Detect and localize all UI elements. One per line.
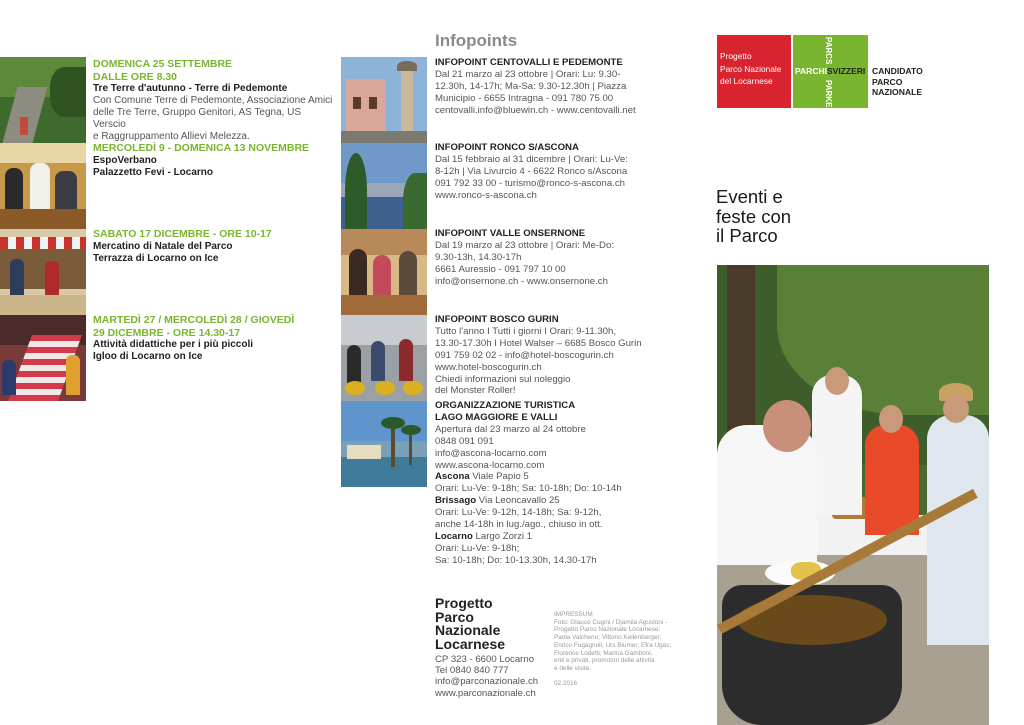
infopoint-photo-onsernone [341,229,427,315]
park-project-logo: Progetto Parco Nazionale del Locarnese [717,35,791,108]
event-title: Mercatino di Natale del Parco Terrazza di Locarno on Ice [93,240,233,264]
infopoints-heading: Infopoints [435,31,518,50]
event-3 [93,228,333,265]
impressum: IMPRESSUM Foto: Glauco Cugini / Djamila Agustoni - Progetto Parco Nazionale Locarnese; Paola Valcheno; Vittorio Kellenberger; Enrico Fugagnoli; Urs Blumer; Efra Ugas; Florence Lodetti; Marina Gamboni; enti e privati, promotori delle attività e delle visite. 02.2016 [554,611,679,688]
cover-title: Eventi e feste con il Parco [716,186,792,246]
office-ascona: Ascona Viale Papio 5 Orari: Lu-Ve: 9-18h; Sa: 10-18h; Do: 10-14h [435,471,622,495]
infopoint-photo-lago-maggiore [341,401,427,487]
infopoint-title: INFOPOINT RONCO S/ASCONA [435,142,579,153]
candidate-label: CANDIDATO PARCO NAZIONALE [872,66,923,97]
infopoint-title: INFOPOINT BOSCO GURIN [435,314,559,325]
office-locarno: Locarno Largo Zorzi 1 Orari: Lu-Ve: 9-18h; Sa: 10-18h; Do: 10-13.30h, 14.30-17h [435,530,597,566]
swiss-parks-logo: PARCS PARCHI SVIZZERI PARKE [793,35,868,108]
infopoint-title: ORGANIZZAZIONE TURISTICA LAGO MAGGIORE E VALLI [435,400,576,423]
event-title: EspoVerbano Palazzetto Fevi - Locarno [93,154,214,178]
event-photo-4 [0,315,86,401]
event-date: MERCOLEDÌ 9 - DOMENICA 13 NOVEMBRE [93,142,310,154]
infopoint-title: INFOPOINT VALLE ONSERNONE [435,228,586,239]
infopoint-bosco-gurin: INFOPOINT BOSCO GURIN Tutto l'anno I Tutti i giorni I Orari: 9-11.30h, 13.30-17.30h I Hotel Walser – 6685 Bosco Gurin 091 759 02 02 - info@hotel-boscogurin.ch www.hotel-boscogurin.ch Chiedi informazioni sul noleggio del Monster Roller! [435,314,675,397]
infopoint-photo-centovalli [341,57,427,143]
organization-address: CP 323 - 6600 Locarno Tel 0840 840 777 info@parconazionale.ch www.parconazionale.ch [435,654,539,699]
infopoint-photo-bosco-gurin [341,315,427,401]
event-title: Tre Terre d'autunno - Terre di Pedemonte [93,83,288,94]
event-photo-1 [0,57,86,143]
event-date: MARTEDÌ 27 / MERCOLEDÌ 28 / GIOVEDÌ 29 DICEMBRE - ORE 14.30-17 [93,314,295,339]
infopoint-title: INFOPOINT CENTOVALLI E PEDEMONTE [435,57,623,68]
print-date: 02.2016 [554,680,578,688]
event-title: Attività didattiche per i più piccoli Igloo di Locarno on Ice [93,339,254,362]
infopoint-ronco: INFOPOINT RONCO S/ASCONA Dal 15 febbraio al 31 dicembre | Orari: Lu-Ve: 8-12h | Via Livurcio 4 - 6622 Ronco s/Ascona 091 792 33 00 - turismo@ronco-s-ascona.ch www.ronco-s-ascona.ch [435,142,675,202]
cover-photo-polenta-cooking [717,265,989,725]
infopoint-onsernone: INFOPOINT VALLE ONSERNONE Dal 19 marzo al 23 ottobre | Orari: Me-Do: 9.30-13h, 14.30-17h 6661 Auressio - 091 797 10 00 info@onsernone.ch - www.onsernone.ch [435,228,675,288]
infopoint-photo-ronco [341,143,427,229]
event-1 [93,58,333,143]
organization-name: Progetto Parco Nazionale Locarnese [435,595,506,652]
infopoint-centovalli: INFOPOINT CENTOVALLI E PEDEMONTE Dal 21 marzo al 23 ottobre | Orari: Lu: 9.30- 12.30h, 14-17h; Ma-Sa: 9.30-12.30h | Piazza Municipio - 6655 Intragna - 091 780 75 00 centovalli.info@bluewin.ch - www.centovalli.net [435,57,675,117]
event-4 [93,314,333,363]
event-2 [93,142,333,179]
infopoint-organizzazione-turistica: ORGANIZZAZIONE TURISTICA LAGO MAGGIORE E VALLI Apertura dal 23 marzo al 24 ottobre 0848 091 091 info@ascona-locarno.com www.ascona-locarno.com Ascona Viale Papio 5 Orari: Lu-Ve: 9-18h; Sa: 10-18h; Do: 10-14h Brissago Via Leoncavallo 25 Orari: Lu-Ve: 9-12h, 14-18h; Sa: 9-12h, anche 14-18h in lug./ago., chiuso in ott. Locarno Largo Zorzi 1 Orari: Lu-Ve: 9-18h; Sa: 10-18h; Do: 10-13.30h, 14.30-17h [435,400,675,567]
event-date: SABATO 17 DICEMBRE - ORE 10-17 [93,228,272,240]
event-photo-3 [0,229,86,315]
event-description: Con Comune Terre di Pedemonte, Associazione Amici delle Tre Terre, Gruppo Genitori, AS Tegna, US Verscio e Raggruppamento Allievi Melezza. [93,95,333,142]
event-photo-2 [0,143,86,229]
event-date: DOMENICA 25 SETTEMBRE DALLE ORE 8.30 [93,58,233,83]
office-brissago: Brissago Via Leoncavallo 25 Orari: Lu-Ve: 9-12h, 14-18h; Sa: 9-12h, anche 14-18h in lug./ago., chiuso in ott. [435,495,603,531]
